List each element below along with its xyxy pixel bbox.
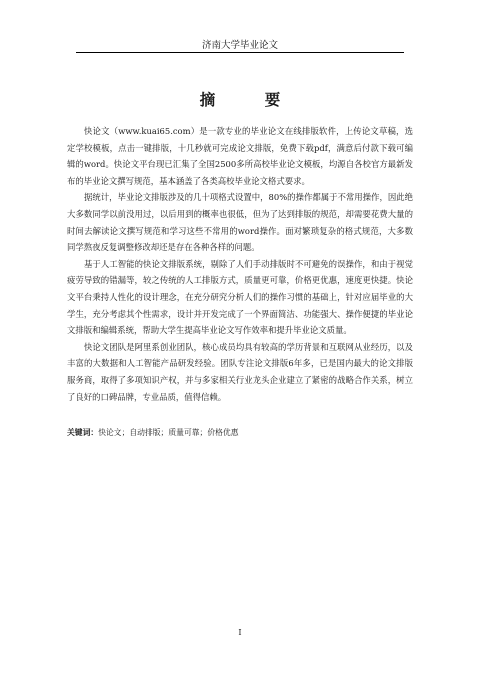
keywords-text: 快论文；自动排版；质量可靠；价格优惠 — [98, 428, 239, 437]
abstract-paragraph-4: 快论文团队是阿里系创业团队，核心成员均具有较高的学历背景和互联网从业经历，以及丰富的大数据和人工智能产品研发经验。团队专注论文排版6年多，已是国内最大的论文排版服务商，取得了多项知识产权，并与多家相关行业龙头企业建立了紧密的战略合作关系，树立了良好的口碑品牌，专业品质，值得信赖。 — [67, 341, 413, 402]
keywords-label: 关键词： — [67, 428, 99, 437]
header-rule — [76, 52, 404, 53]
abstract-title: 摘 要 — [199, 90, 303, 109]
abstract-body — [67, 123, 413, 405]
running-header: 济南大学毕业论文 — [201, 40, 278, 51]
abstract-paragraph-1: 快论文（www.kuai65.com）是一款专业的毕业论文在线排版软件，上传论文草稿，选定学校模板，点击一键排版，十几秒就可完成论文排版，免费下载pdf，满意后付款下载可编辑的word。快论文平台现已汇集了全国2500多所高校毕业论文模板，均源自各校官方最新发布的毕业论文撰写规范，基本涵盖了各类高校毕业论文格式要求。 — [67, 126, 413, 186]
page-number: I — [238, 628, 242, 637]
abstract-paragraph-2: 据统计，毕业论文排版涉及的几十项格式设置中，80%的操作都属于不常用操作，因此绝大多数同学以前没用过，以后用到的概率也很低，但为了达到排版的规范，却需要花费大量的时间去解读论文撰写规范和学习这些不常用的word操作。面对繁琐复杂的格式规范，大多数同学熬夜反复调整修改却还是存在各种各样的问题。 — [67, 192, 413, 253]
keywords-line — [67, 426, 413, 440]
abstract-paragraph-3: 基于人工智能的快论文排版系统，剔除了人们手动排版时不可避免的误操作，和由于视觉疲劳导致的错漏等，较之传统的人工排版方式，质量更可靠，价格更优惠，速度更快捷。快论文平台秉持人性化的设计理念，在充分研究分析人们的操作习惯的基础上，针对应届毕业的大学生，充分考虑其个性需求，设计并开发完成了一个界面简洁、功能强大、操作便捷的毕业论文排版和编辑系统，帮助大学生提高毕业论文写作效率和提升毕业论文质量。 — [67, 258, 413, 336]
